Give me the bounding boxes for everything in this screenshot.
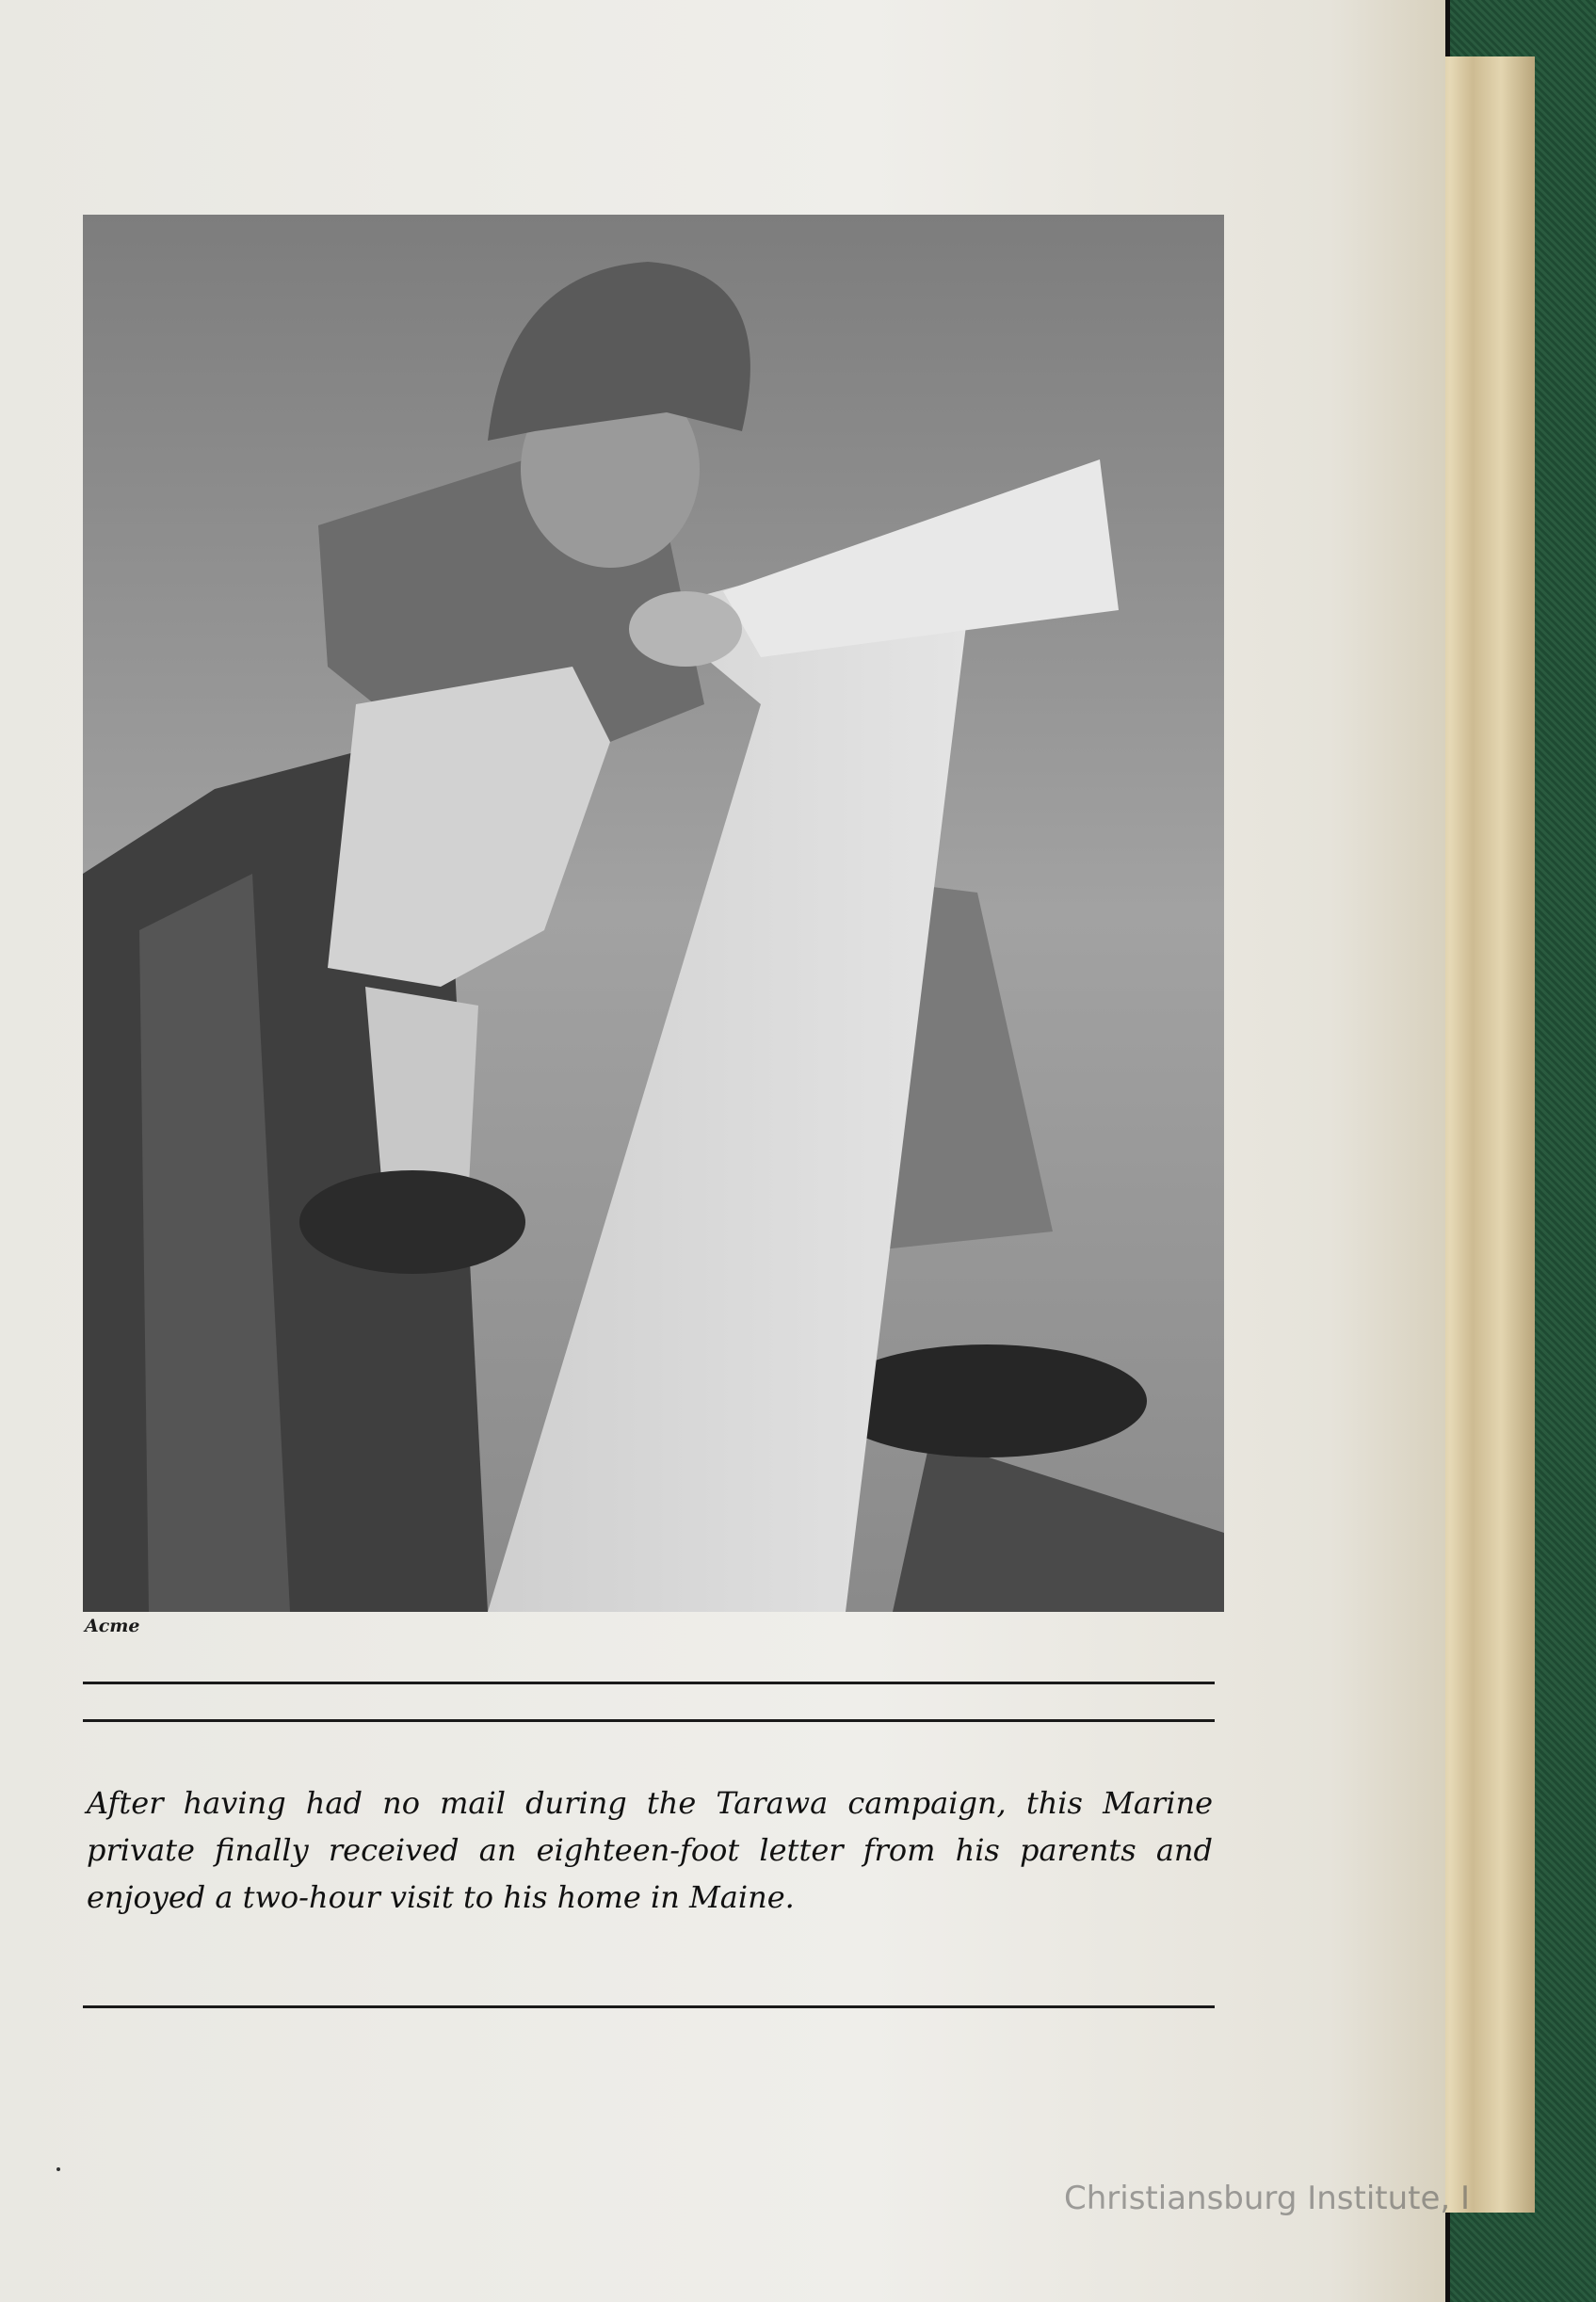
left-shoe <box>299 1170 525 1274</box>
hand <box>629 591 742 667</box>
rule-top-2 <box>83 1719 1215 1722</box>
rule-top-1 <box>83 1682 1215 1684</box>
speck <box>56 2167 60 2171</box>
photo-credit: Acme <box>85 1616 140 1636</box>
photo <box>83 215 1224 1612</box>
photo-illustration <box>83 215 1224 1612</box>
watermark: Christiansburg Institute, I <box>1064 2180 1471 2217</box>
photo-caption: After having had no mail during the Tarawa campaign, this Marine private finally received an eighteen-foot letter from his parents and enjoyed a two-hour visit to his home in Maine. <box>87 1785 1213 1915</box>
rule-bottom <box>83 2005 1215 2008</box>
